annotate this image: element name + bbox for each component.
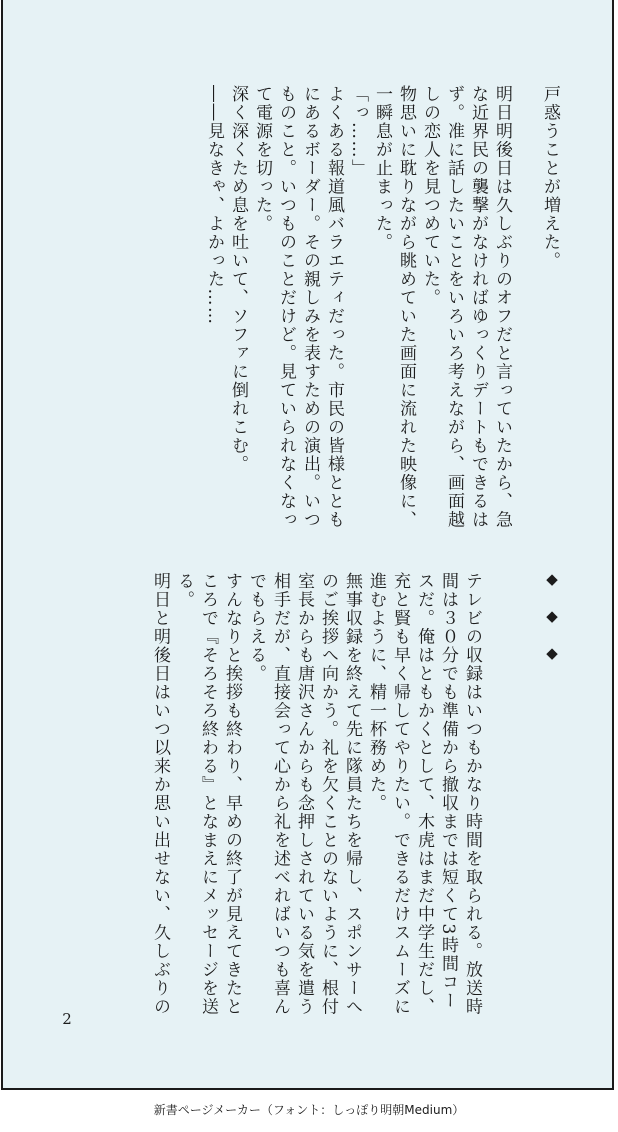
footer-credit: 新書ページメーカー（フォント：しっぽり明朝Medium） (153, 1103, 465, 1117)
text-line: 進むように、精一杯務めた。 (366, 572, 386, 813)
text-line: て電源を切った。 (252, 85, 272, 233)
text-line: 明日明後日は久しぶりのオフだと言っていたから、急 (492, 85, 512, 529)
page-number: 2 (62, 1010, 72, 1028)
text-line: ころで『そろそろ終わる』となまえにメッセージを送 (198, 572, 218, 1016)
text-line: にあるボーダー。その親しみを表すための演出。いつ (300, 85, 320, 529)
text-line: ものこと。いつものことだけど。見ていられなくなっ (276, 85, 296, 529)
text-line: 相手だが、直接会って心から礼を述べればいつも喜ん (270, 572, 290, 1016)
text-line: すんなりと挨拶も終わり、早めの終了が見えてきたと (222, 572, 242, 1016)
diamond-icon: ◆ (546, 607, 558, 625)
text-line: しの恋人を見つめていた。 (420, 85, 440, 307)
text-line: ず。准に話したいことをいろいろ考えながら、画面越 (444, 85, 464, 529)
book-page (1, 0, 614, 1090)
diamond-icon: ◆ (546, 570, 558, 588)
text-line: 明日と明後日はいつ以来か思い出せない、久しぶりの (150, 572, 170, 1016)
text-line: でもらえる。 (246, 572, 266, 683)
text-line: 無事収録を終えて先に隊員たちを帰し、スポンサーへ (342, 572, 362, 1016)
text-line: よくある報道風バラエティだった。市民の皆様ととも (324, 85, 344, 529)
text-line: 間は３０分でも準備から撤収までは短くて3時間コー (438, 572, 458, 1010)
diamond-icon: ◆ (546, 644, 558, 662)
text-line: 「っ……」 (348, 85, 368, 178)
text-line: テレビの収録はいつもかなり時間を取られる。放送時 (462, 572, 482, 1016)
text-line: 一瞬息が止まった。 (372, 85, 392, 252)
text-line: る。 (174, 572, 194, 609)
text-line: な近界民の襲撃がなければゆっくりデートもできるは (468, 85, 488, 529)
text-line: ――見なきゃ、よかった…… (204, 85, 224, 326)
text-line: 充と賢も早く帰してやりたい。できるだけスムーズに (390, 572, 410, 1016)
text-line: 室長からも唐沢さんからも念押しされている気を遣う (294, 572, 314, 1016)
text-line: のご挨拶へ向かう。礼を欠くことのないように、根付 (318, 572, 338, 1016)
text-line: スだ。俺はともかくとして、木虎はまだ中学生だし、 (414, 572, 434, 1016)
text-line: 物思いに耽りながら眺めていた画面に流れた映像に、 (396, 85, 416, 529)
text-line: 深く深くため息を吐いて、ソファに倒れこむ。 (228, 85, 248, 474)
text-line: 戸惑うことが増えた。 (540, 85, 560, 270)
